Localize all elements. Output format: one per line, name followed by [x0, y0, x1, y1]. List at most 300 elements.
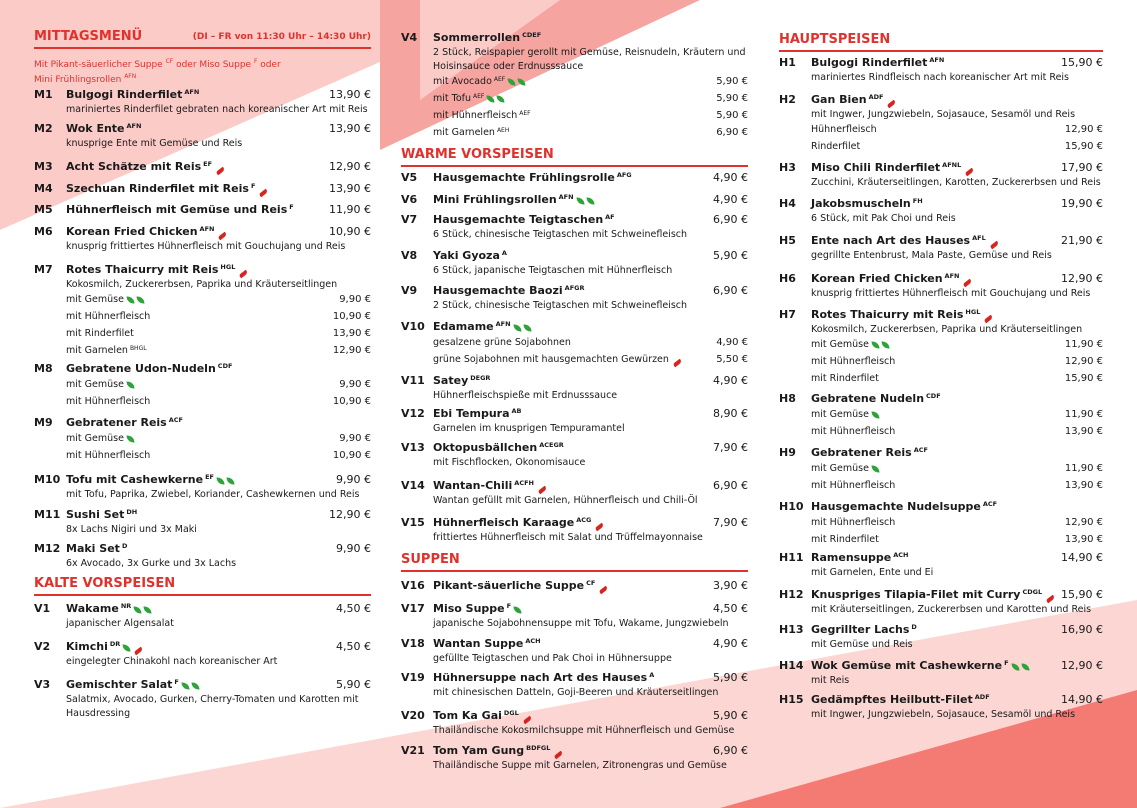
- variant-label: [811, 122, 877, 137]
- section-header: [779, 30, 1103, 52]
- menu-item: [779, 196, 1103, 226]
- item-description: Garnelen im knusprigen Tempuramantel: [433, 423, 625, 434]
- section-note: (DI – FR von 11:30 Uhr – 14:30 Uhr): [192, 32, 371, 42]
- item-variant: [34, 394, 371, 411]
- variant-label: [811, 337, 889, 352]
- menu-item: [779, 622, 1103, 652]
- item-description: 6 Stück, chinesische Teigtaschen mit Schweinefleisch: [433, 229, 688, 240]
- item-code: H11: [779, 551, 804, 564]
- menu-item-row: [779, 233, 1103, 249]
- item-name-text: Korean Fried Chicken: [66, 225, 198, 238]
- item-description: knusprige Ente mit Gemüse und Reis: [66, 138, 243, 149]
- item-name-text: Hausgemachte Baozi: [433, 284, 563, 297]
- item-description: mit Tofu, Paprika, Zwiebel, Koriander, Cashewkernen und Reis: [66, 489, 360, 500]
- item-variant: [401, 108, 748, 125]
- leaf-icon: [126, 381, 134, 390]
- menu-item: [34, 224, 371, 254]
- variant-price: 11,90 €: [1064, 339, 1103, 350]
- variant-label-text: mit Gemüse: [66, 433, 124, 444]
- item-code: V21: [401, 744, 425, 757]
- item-variant: [779, 532, 1103, 549]
- item-name: [66, 202, 294, 217]
- item-name: [811, 445, 928, 460]
- item-name: [433, 440, 564, 455]
- menu-item-row: [401, 373, 748, 389]
- item-description: japanischer Algensalat: [66, 618, 174, 629]
- section-header: [34, 574, 371, 596]
- item-variant: [779, 424, 1103, 441]
- item-name-text: Maki Set: [66, 542, 120, 555]
- item-variant: [401, 74, 748, 91]
- menu-item-row: [779, 587, 1103, 603]
- item-description: Hühnerfleischspieße mit Erdnusssauce: [433, 390, 618, 401]
- item-name: [433, 406, 522, 421]
- item-name: [433, 283, 584, 298]
- menu-item-row: [34, 677, 371, 693]
- variant-price: 12,90 €: [1064, 124, 1103, 135]
- item-code: H5: [779, 234, 796, 247]
- item-name-text: Tom Ka Gai: [433, 709, 502, 722]
- intro-fragment: oder Miso Suppe: [173, 60, 254, 70]
- menu-item-row: [401, 170, 748, 186]
- item-name: [66, 415, 183, 430]
- item-description: mariniertes Rinderfilet gebraten nach koreanischer Art mit Reis: [66, 104, 368, 115]
- allergen-code: CF: [586, 579, 596, 587]
- variant-label: [433, 74, 525, 89]
- item-name: [433, 319, 531, 334]
- item-price: 14,90 €: [1061, 551, 1103, 564]
- item-price: 14,90 €: [1061, 693, 1103, 706]
- item-name: [66, 507, 137, 522]
- item-price: 12,90 €: [1061, 272, 1103, 285]
- menu-item: [779, 587, 1103, 617]
- item-price: 5,90 €: [713, 249, 748, 262]
- leaf-icon: [881, 341, 889, 350]
- chili-icon: [599, 586, 609, 595]
- item-description: knusprig frittiertes Hühnerfleisch mit Gouchujang und Reis: [811, 288, 1091, 299]
- allergen-code: F: [253, 58, 258, 65]
- variant-label-text: mit Gemüse: [66, 379, 124, 390]
- variant-label-text: mit Hühnerfleisch: [811, 426, 896, 437]
- menu-item-row: [401, 406, 748, 422]
- item-name-text: Hühnersuppe nach Art des Hauses: [433, 671, 648, 684]
- item-name-text: Wantan Suppe: [433, 637, 524, 650]
- allergen-code: ACH: [525, 637, 541, 645]
- item-price: 5,90 €: [713, 709, 748, 722]
- item-name: [433, 601, 521, 616]
- item-name: [66, 677, 199, 692]
- menu-item: [401, 478, 748, 508]
- menu-item-row: [401, 708, 748, 724]
- variant-price: 12,90 €: [1064, 356, 1103, 367]
- item-name-text: Pikant-säuerliche Suppe: [433, 579, 585, 592]
- menu-item-row: [34, 121, 371, 137]
- allergen-code: CDEF: [522, 31, 542, 39]
- item-code: M12: [34, 542, 61, 555]
- item-code: M6: [34, 225, 53, 238]
- item-price: 12,90 €: [1061, 659, 1103, 672]
- allergen-code: BHGL: [129, 345, 147, 352]
- variant-label-text: mit Gemüse: [811, 339, 869, 350]
- allergen-code: D: [911, 623, 917, 631]
- leaf-icon: [144, 606, 152, 615]
- menu-item: [401, 636, 748, 666]
- item-price: 4,90 €: [713, 193, 748, 206]
- allergen-code: DR: [109, 640, 121, 648]
- menu-item: [779, 233, 1103, 263]
- variant-price: 13,90 €: [1064, 480, 1103, 491]
- menu-item-row: [779, 307, 1103, 323]
- item-price: 4,50 €: [336, 640, 371, 653]
- variant-label-text: mit Hühnerfleisch: [811, 356, 896, 367]
- item-price: 6,90 €: [713, 744, 748, 757]
- item-name-text: Mini Frühlingsrollen: [433, 193, 557, 206]
- leaf-icon: [226, 477, 234, 486]
- item-description: mit Ingwer, Jungzwiebeln, Sojasauce, Sesamöl und Reis: [811, 709, 1076, 720]
- item-description: knusprig frittiertes Hühnerfleisch mit Gouchujang und Reis: [66, 241, 346, 252]
- menu-item: [779, 445, 1103, 495]
- allergen-code: AFG: [616, 171, 632, 179]
- item-price: 4,90 €: [713, 171, 748, 184]
- menu-item-row: [401, 440, 748, 456]
- variant-label: [66, 377, 134, 392]
- variant-label: [66, 292, 144, 307]
- variant-label: [433, 125, 509, 140]
- menu-item: [779, 550, 1103, 580]
- item-name: [433, 708, 532, 723]
- item-name-text: Hausgemachte Teigtaschen: [433, 213, 604, 226]
- variant-price: 5,50 €: [716, 354, 748, 365]
- variant-label-text: Rinderfilet: [811, 141, 861, 152]
- variant-label-text: mit Garnelen: [433, 127, 495, 138]
- item-price: 4,90 €: [713, 637, 748, 650]
- variant-label: [811, 424, 895, 439]
- menu-item-row: [34, 601, 371, 617]
- item-name-text: Miso Chili Rinderfilet: [811, 161, 941, 174]
- variant-price: 15,90 €: [1064, 373, 1103, 384]
- allergen-code: EF: [203, 160, 213, 168]
- item-name-text: Hausgemachte Frühlingsrolle: [433, 171, 615, 184]
- menu-item: [401, 170, 748, 186]
- item-name: [66, 121, 141, 136]
- item-description: gefüllte Teigtaschen und Pak Choi in Hühnersuppe: [433, 653, 672, 664]
- item-code: H7: [779, 308, 796, 321]
- chili-icon: [554, 751, 564, 760]
- item-price: 13,90 €: [329, 88, 371, 101]
- variant-price: 15,90 €: [1064, 141, 1103, 152]
- allergen-code: AFN: [199, 225, 215, 233]
- item-variant: [779, 478, 1103, 495]
- item-description: mit Ingwer, Jungzwiebeln, Sojasauce, Sesamöl und Reis: [811, 109, 1076, 120]
- allergen-code: AEF: [493, 76, 506, 83]
- item-variant: [34, 377, 371, 394]
- variant-label-text: mit Hühnerfleisch: [811, 517, 896, 528]
- menu-item: [779, 160, 1103, 190]
- chili-icon: [963, 279, 973, 288]
- item-name-text: Miso Suppe: [433, 602, 505, 615]
- variant-label-text: mit Hühnerfleisch: [433, 110, 518, 121]
- item-name-text: Gebratener Reis: [811, 446, 912, 459]
- item-name-text: Tofu mit Cashewkerne: [66, 473, 204, 486]
- item-price: 19,90 €: [1061, 197, 1103, 210]
- item-price: 6,90 €: [713, 284, 748, 297]
- leaf-icon: [576, 197, 584, 206]
- menu-item-row: [401, 478, 748, 494]
- menu-item: [779, 499, 1103, 549]
- menu-item-row: [34, 361, 371, 377]
- item-code: M9: [34, 416, 53, 429]
- allergen-code: ACF: [913, 446, 928, 454]
- variant-label: [433, 352, 682, 367]
- item-name: [66, 181, 268, 196]
- allergen-code: CDF: [217, 362, 233, 370]
- item-name-text: Hühnerfleisch Karaage: [433, 516, 575, 529]
- leaf-icon: [487, 95, 495, 104]
- item-name: [66, 87, 199, 102]
- leaf-icon: [497, 95, 505, 104]
- leaf-icon: [1021, 663, 1029, 672]
- chili-icon: [259, 189, 269, 198]
- menu-item: [401, 743, 748, 773]
- variant-price: 10,90 €: [332, 311, 371, 322]
- variant-price: 12,90 €: [332, 345, 371, 356]
- variant-price: 10,90 €: [332, 396, 371, 407]
- intro-text: [34, 56, 371, 86]
- item-name: [811, 307, 993, 322]
- item-price: 17,90 €: [1061, 161, 1103, 174]
- menu-item: [34, 541, 371, 571]
- variant-label: [811, 515, 895, 530]
- chili-icon: [673, 359, 683, 368]
- allergen-code: CDGL: [1022, 588, 1043, 596]
- variant-label-text: mit Gemüse: [66, 294, 124, 305]
- item-description: mit chinesischen Datteln, Goji-Beeren und Kräuterseitlingen: [433, 687, 719, 698]
- variant-label-text: grüne Sojabohnen mit hausgemachten Gewürzen: [433, 354, 669, 365]
- variant-label-text: mit Avocado: [433, 76, 492, 87]
- item-variant: [34, 431, 371, 448]
- allergen-code: BDFGL: [526, 744, 551, 752]
- menu-item: [779, 92, 1103, 156]
- allergen-code: AFN: [929, 56, 945, 64]
- chili-icon: [239, 270, 249, 279]
- item-name-text: Knuspriges Tilapia-Filet mit Curry: [811, 588, 1021, 601]
- variant-price: 12,90 €: [1064, 517, 1103, 528]
- menu-item: [34, 159, 371, 175]
- item-code: M2: [34, 122, 53, 135]
- item-name: [433, 743, 563, 758]
- leaf-icon: [871, 411, 879, 420]
- item-name: [433, 578, 608, 593]
- menu-item: [401, 248, 748, 278]
- item-variant: [779, 139, 1103, 156]
- allergen-code: AFGR: [564, 284, 585, 292]
- item-name-text: Wantan-Chili: [433, 479, 513, 492]
- item-price: 6,90 €: [713, 213, 748, 226]
- item-price: 12,90 €: [329, 508, 371, 521]
- item-variant: [779, 461, 1103, 478]
- item-description: Zucchini, Kräuterseitlingen, Karotten, Zuckererbsen und Reis: [811, 177, 1101, 188]
- allergen-code: CF: [165, 58, 174, 65]
- item-name-text: Acht Schätze mit Reis: [66, 160, 202, 173]
- chili-icon: [134, 647, 144, 656]
- menu-item-row: [401, 578, 748, 594]
- allergen-code: AEF: [519, 110, 531, 117]
- variant-label-text: mit Rinderfilet: [66, 328, 134, 339]
- variant-price: 13,90 €: [332, 328, 371, 339]
- menu-item-row: [401, 248, 748, 264]
- chili-icon: [965, 168, 975, 177]
- item-code: H15: [779, 693, 804, 706]
- allergen-code: ACF: [168, 416, 183, 424]
- item-price: 5,90 €: [713, 671, 748, 684]
- variant-price: 13,90 €: [1064, 426, 1103, 437]
- variant-label-text: gesalzene grüne Sojabohnen: [433, 337, 571, 348]
- variant-label-text: Hühnerfleisch: [811, 124, 877, 135]
- allergen-code: AFN: [184, 88, 200, 96]
- section-title: KALTE VORSPEISEN: [34, 576, 176, 591]
- allergen-code: AF: [605, 213, 615, 221]
- item-variant: [779, 122, 1103, 139]
- variant-price: 10,90 €: [332, 450, 371, 461]
- leaf-icon: [518, 78, 526, 87]
- item-code: V17: [401, 602, 425, 615]
- item-name: [811, 587, 1055, 602]
- variant-price: 5,90 €: [716, 76, 748, 87]
- menu-item: [34, 677, 371, 721]
- variant-label: [66, 343, 147, 358]
- item-code: M4: [34, 182, 53, 195]
- item-code: V10: [401, 320, 425, 333]
- item-description: gegrillte Entenbrust, Mala Paste, Gemüse und Reis: [811, 250, 1052, 261]
- variant-label: [433, 108, 531, 123]
- item-name: [811, 692, 990, 707]
- item-description: mit Gemüse und Reis: [811, 639, 913, 650]
- menu-item: [34, 415, 371, 465]
- allergen-code: HGL: [220, 263, 236, 271]
- leaf-icon: [508, 78, 516, 87]
- allergen-code: ACFH: [514, 479, 534, 487]
- intro-line: [34, 56, 371, 71]
- item-code: V16: [401, 579, 425, 592]
- item-code: H10: [779, 500, 804, 513]
- allergen-code: AFL: [972, 234, 986, 242]
- menu-item-row: [34, 472, 371, 488]
- menu-item-row: [779, 550, 1103, 566]
- item-name-text: Korean Fried Chicken: [811, 272, 943, 285]
- variant-label: [66, 448, 150, 463]
- variant-price: 5,90 €: [716, 110, 748, 121]
- item-price: 9,90 €: [336, 542, 371, 555]
- chili-icon: [1046, 595, 1056, 604]
- item-price: 11,90 €: [329, 203, 371, 216]
- chili-icon: [216, 167, 226, 176]
- item-code: M10: [34, 473, 61, 486]
- item-price: 6,90 €: [713, 479, 748, 492]
- allergen-code: ACEGR: [539, 441, 564, 449]
- variant-label-text: mit Rinderfilet: [811, 534, 879, 545]
- item-price: 5,90 €: [336, 678, 371, 691]
- section-title: WARME VORSPEISEN: [401, 147, 554, 162]
- leaf-icon: [181, 682, 189, 691]
- item-name-text: Wakame: [66, 602, 119, 615]
- item-variant: [34, 326, 371, 343]
- item-description: frittiertes Hühnerfleisch mit Salat und Trüffelmayonnaise: [433, 532, 703, 543]
- item-variant: [34, 292, 371, 309]
- chili-icon: [984, 315, 994, 324]
- item-name-text: Tom Yam Gung: [433, 744, 525, 757]
- menu-item: [401, 373, 748, 403]
- variant-label: [66, 309, 150, 324]
- menu-item-row: [34, 224, 371, 240]
- variant-label: [66, 431, 134, 446]
- menu-item: [34, 601, 371, 631]
- variant-price: 11,90 €: [1064, 409, 1103, 420]
- item-name-text: Jakobsmuscheln: [811, 197, 911, 210]
- item-description: mit Garnelen, Ente und Ei: [811, 567, 934, 578]
- menu-item: [401, 601, 748, 631]
- allergen-code: F: [174, 678, 179, 686]
- variant-label: [433, 335, 571, 350]
- leaf-icon: [126, 296, 134, 305]
- leaf-icon: [126, 435, 134, 444]
- item-code: V7: [401, 213, 418, 226]
- item-code: H12: [779, 588, 804, 601]
- item-price: 7,90 €: [713, 441, 748, 454]
- item-code: V4: [401, 31, 418, 44]
- item-variant: [779, 337, 1103, 354]
- item-name-text: Satey: [433, 374, 469, 387]
- item-price: 9,90 €: [336, 473, 371, 486]
- item-variant: [401, 125, 748, 142]
- variant-label-text: mit Gemüse: [811, 463, 869, 474]
- item-description: mit Reis: [811, 675, 850, 686]
- item-name: [811, 160, 974, 175]
- item-description: mariniertes Rindfleisch nach koreanischer Art mit Reis: [811, 72, 1070, 83]
- menu-item: [401, 319, 748, 369]
- item-name: [811, 499, 997, 514]
- menu-item-row: [34, 87, 371, 103]
- item-name-text: Gebratene Nudeln: [811, 392, 925, 405]
- menu-item-row: [779, 658, 1103, 674]
- leaf-icon: [513, 324, 521, 333]
- menu-item: [401, 30, 748, 142]
- allergen-code: AB: [511, 407, 522, 415]
- item-name: [66, 361, 232, 376]
- menu-item-row: [401, 30, 748, 46]
- section-header: [34, 27, 371, 49]
- item-description: 6 Stück, japanische Teigtaschen mit Hühnerfleisch: [433, 265, 673, 276]
- variant-label-text: mit Hühnerfleisch: [66, 311, 151, 322]
- menu-item-row: [401, 601, 748, 617]
- menu-item: [34, 87, 371, 117]
- item-name: [433, 248, 507, 263]
- item-price: 15,90 €: [1061, 588, 1103, 601]
- item-variant: [779, 371, 1103, 388]
- menu-item: [779, 307, 1103, 388]
- item-name-text: Wok Ente: [66, 122, 125, 135]
- item-variant: [779, 354, 1103, 371]
- item-name-text: Bulgogi Rinderfilet: [811, 56, 928, 69]
- menu-item-row: [34, 541, 371, 557]
- leaf-icon: [586, 197, 594, 206]
- leaf-icon: [523, 324, 531, 333]
- intro-fragment: Mini Frühlingsrollen: [34, 75, 125, 85]
- variant-price: 9,90 €: [339, 433, 371, 444]
- item-name: [433, 212, 615, 227]
- item-code: M11: [34, 508, 61, 521]
- item-name: [66, 262, 248, 277]
- item-price: 8,90 €: [713, 407, 748, 420]
